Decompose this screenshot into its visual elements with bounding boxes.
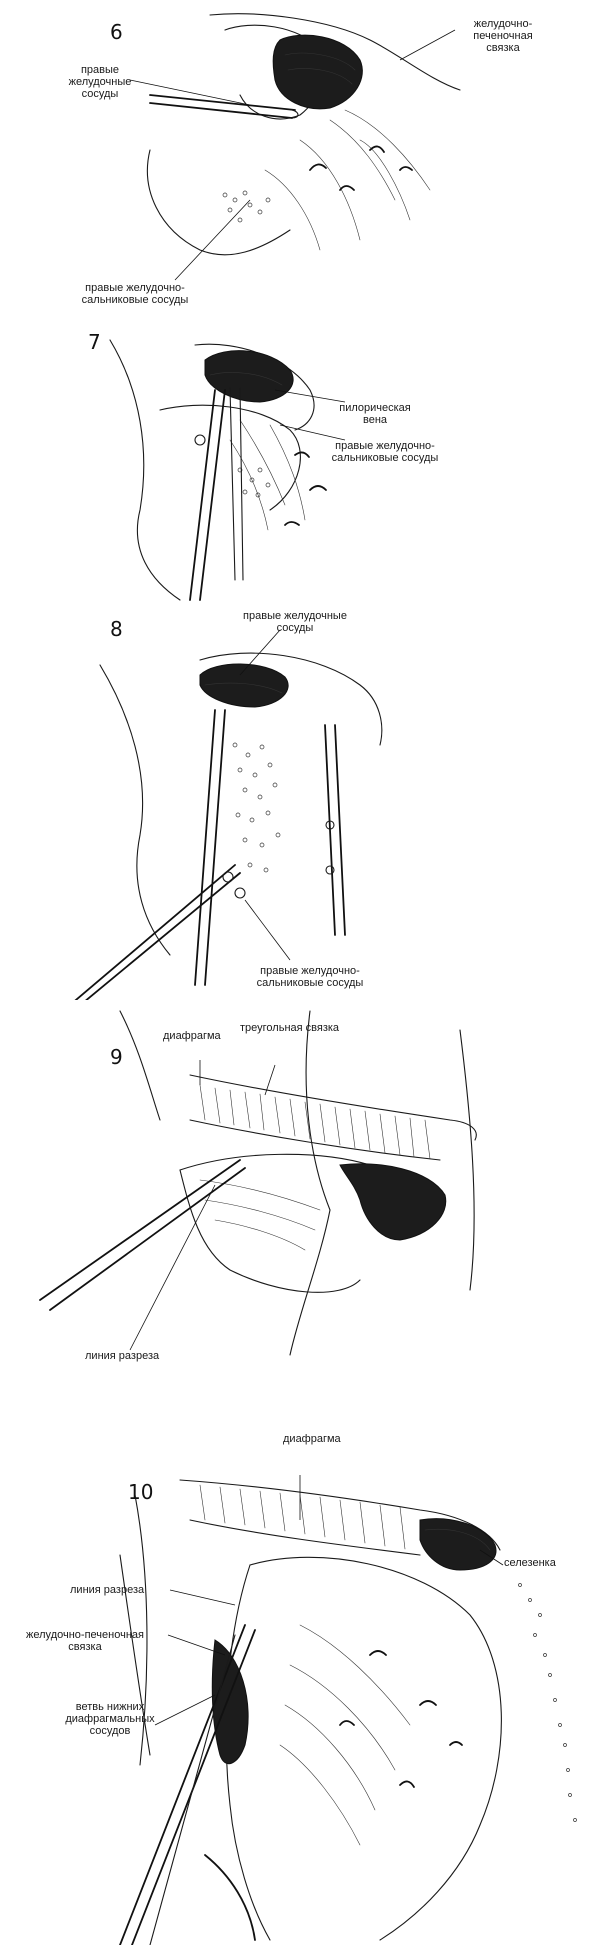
figure-8-illustration bbox=[0, 615, 600, 1000]
label-right-gastric-vessels: правые желудочные сосуды bbox=[68, 64, 132, 100]
label-spleen: селезенка bbox=[504, 1557, 556, 1569]
figure-6-number: 6 bbox=[110, 20, 123, 44]
label-incision-line-9: линия разреза bbox=[85, 1350, 160, 1362]
figure-10-illustration bbox=[0, 1425, 600, 1945]
label-right-gastroepiploic-vessels-8: правые желудочно- сальниковые сосуды bbox=[256, 965, 364, 989]
figure-9-illustration bbox=[0, 1010, 600, 1360]
label-diaphragm-9: диафрагма bbox=[163, 1030, 221, 1042]
label-pyloric-vein: пилорическая вена bbox=[339, 402, 411, 426]
label-right-gastroepiploic-vessels-7: правые желудочно- сальниковые сосуды bbox=[331, 440, 439, 464]
label-gastrohepatic-ligament: желудочно- печеночная связка bbox=[473, 18, 533, 54]
figure-8 bbox=[0, 610, 600, 1000]
label-right-gastroepiploic-vessels: правые желудочно- сальниковые сосуды bbox=[81, 282, 189, 306]
figure-8-number: 8 bbox=[110, 617, 123, 641]
figure-7-illustration bbox=[0, 330, 600, 620]
label-diaphragm-10: диафрагма bbox=[283, 1433, 341, 1445]
label-triangular-ligament: треугольная связка bbox=[240, 1022, 340, 1034]
figure-6 bbox=[0, 0, 600, 320]
label-gastrohepatic-ligament-10: желудочно-печеночная связка bbox=[26, 1629, 144, 1653]
label-right-gastric-vessels-8: правые желудочные сосуды bbox=[243, 610, 347, 634]
figure-10-number: 10 bbox=[128, 1480, 154, 1504]
figure-7-number: 7 bbox=[88, 330, 101, 354]
figure-9 bbox=[0, 1010, 600, 1360]
figure-9-number: 9 bbox=[110, 1045, 123, 1069]
figure-10 bbox=[0, 1425, 600, 1945]
label-inferior-phrenic-branch: ветвь нижних диафрагмальных сосудов bbox=[65, 1701, 155, 1737]
figure-7 bbox=[0, 330, 600, 620]
label-incision-line-10: линия разреза bbox=[70, 1584, 145, 1596]
